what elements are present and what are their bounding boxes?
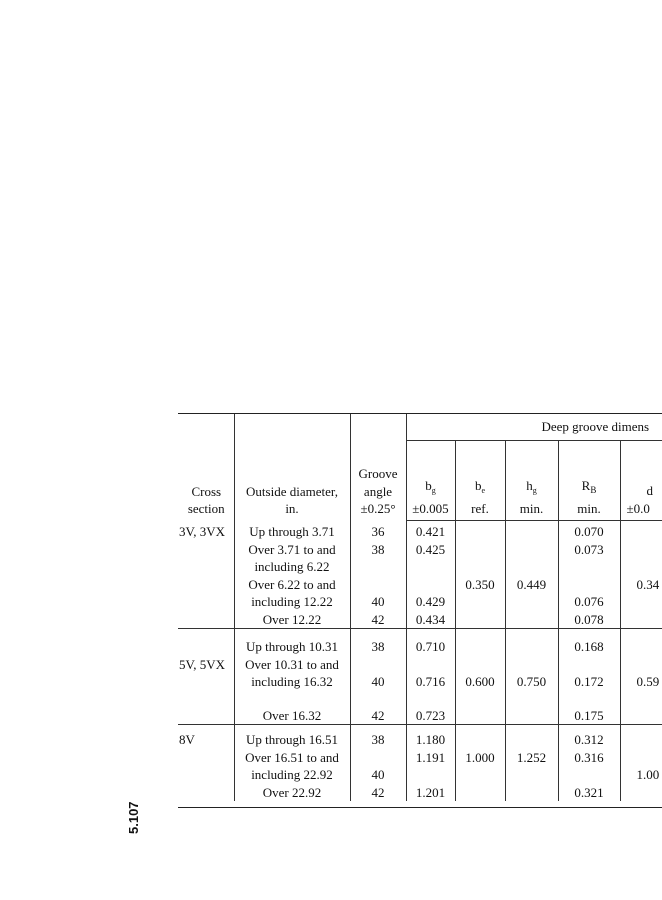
d-cell	[620, 541, 662, 559]
table-row	[178, 766, 662, 784]
be-cell	[455, 521, 505, 541]
be-cell	[455, 691, 505, 707]
hg-cell	[505, 691, 558, 707]
groove-angle-cell: 36	[350, 521, 406, 541]
bg-cell: 0.425	[406, 541, 455, 559]
cross-section-cell	[178, 673, 234, 691]
table-header	[178, 414, 662, 521]
hg-cell	[505, 593, 558, 611]
d-cell	[620, 593, 662, 611]
header-hg: $h_g$ min.	[505, 441, 558, 521]
be-cell	[455, 541, 505, 559]
be-cell	[455, 558, 505, 576]
groove-angle-cell: 42	[350, 784, 406, 802]
table-row	[178, 691, 662, 707]
table-row	[178, 593, 662, 611]
d-cell	[620, 656, 662, 674]
table-row	[178, 576, 662, 594]
hg-cell	[505, 656, 558, 674]
d-cell	[620, 707, 662, 725]
be-cell	[455, 784, 505, 802]
d-cell	[620, 629, 662, 656]
bg-cell	[406, 558, 455, 576]
groove-angle-cell: 40	[350, 673, 406, 691]
groove-angle-cell: 38	[350, 629, 406, 656]
outside-diameter-cell: Over 3.71 to and	[234, 541, 350, 559]
bg-cell: 0.723	[406, 707, 455, 725]
outside-diameter-cell: including 12.22	[234, 593, 350, 611]
bg-cell: 0.710	[406, 629, 455, 656]
rb-cell	[558, 691, 620, 707]
header-deep-groove-dimensions: Deep groove dimens	[406, 414, 662, 441]
cross-section-cell	[178, 784, 234, 802]
cross-section-cell	[178, 629, 234, 656]
table-row	[178, 673, 662, 691]
groove-angle-cell: 40	[350, 593, 406, 611]
header-bg: $b_g$ ±0.005	[406, 441, 455, 521]
cross-section-cell	[178, 749, 234, 767]
header-groove-angle: Groove angle ±0.25°	[350, 414, 406, 521]
hg-cell: 1.252	[505, 749, 558, 767]
d-cell	[620, 558, 662, 576]
bg-cell	[406, 656, 455, 674]
hg-cell	[505, 611, 558, 629]
table-bottom-rule	[178, 807, 662, 808]
rb-cell: 0.312	[558, 725, 620, 749]
bg-cell: 0.434	[406, 611, 455, 629]
d-cell: 0.59	[620, 673, 662, 691]
groove-angle-cell: 40	[350, 766, 406, 784]
groove-angle-cell	[350, 749, 406, 767]
rb-cell	[558, 766, 620, 784]
cross-section-cell	[178, 611, 234, 629]
table-body	[178, 521, 662, 802]
be-cell: 0.350	[455, 576, 505, 594]
bg-cell: 1.191	[406, 749, 455, 767]
groove-angle-cell: 38	[350, 541, 406, 559]
table-row	[178, 725, 662, 749]
be-cell	[455, 611, 505, 629]
bg-cell: 0.716	[406, 673, 455, 691]
hg-cell: 0.750	[505, 673, 558, 691]
outside-diameter-cell	[234, 691, 350, 707]
cross-section-cell	[178, 707, 234, 725]
table-row	[178, 629, 662, 656]
hg-cell	[505, 521, 558, 541]
hg-cell: 0.449	[505, 576, 558, 594]
d-cell: 0.34	[620, 576, 662, 594]
header-cross-section: Cross section	[178, 414, 234, 521]
rb-cell	[558, 656, 620, 674]
groove-dimensions-table-wrapper	[178, 413, 662, 809]
groove-angle-cell	[350, 691, 406, 707]
rb-cell	[558, 558, 620, 576]
hg-cell	[505, 725, 558, 749]
rb-cell	[558, 576, 620, 594]
table-row	[178, 558, 662, 576]
outside-diameter-cell: Over 16.32	[234, 707, 350, 725]
groove-angle-cell: 42	[350, 707, 406, 725]
cross-section-cell	[178, 541, 234, 559]
rb-cell: 0.172	[558, 673, 620, 691]
cross-section-cell	[178, 558, 234, 576]
cross-section-cell: 5V, 5VX	[179, 656, 225, 672]
header-d: d ±0.0	[620, 441, 662, 521]
table-row	[178, 749, 662, 767]
outside-diameter-cell: including 6.22	[234, 558, 350, 576]
d-cell: 1.00	[620, 766, 662, 784]
bg-cell: 0.429	[406, 593, 455, 611]
be-cell	[455, 766, 505, 784]
bg-cell: 1.180	[406, 725, 455, 749]
rb-cell: 0.076	[558, 593, 620, 611]
outside-diameter-cell: Over 12.22	[234, 611, 350, 629]
d-cell	[620, 725, 662, 749]
table-row	[178, 656, 662, 674]
cross-section-cell	[178, 593, 234, 611]
outside-diameter-cell: including 16.32	[234, 673, 350, 691]
outside-diameter-cell: Up through 3.71	[234, 521, 350, 541]
groove-angle-cell	[350, 656, 406, 674]
groove-dimensions-table	[178, 413, 662, 801]
outside-diameter-cell: Up through 16.51	[234, 725, 350, 749]
d-cell	[620, 749, 662, 767]
outside-diameter-cell: Over 16.51 to and	[234, 749, 350, 767]
table-row	[178, 784, 662, 802]
be-cell	[455, 707, 505, 725]
d-cell	[620, 611, 662, 629]
header-rb: $R_B$ min.	[558, 441, 620, 521]
table-row	[178, 541, 662, 559]
header-outside-diameter: Outside diameter, in.	[234, 414, 350, 521]
bg-cell	[406, 691, 455, 707]
outside-diameter-cell: Over 10.31 to and	[234, 656, 350, 674]
rb-cell: 0.078	[558, 611, 620, 629]
header-be: $b_e$ ref.	[455, 441, 505, 521]
groove-angle-cell	[350, 558, 406, 576]
table-row	[178, 707, 662, 725]
d-cell	[620, 691, 662, 707]
bg-cell	[406, 576, 455, 594]
hg-cell	[505, 558, 558, 576]
outside-diameter-cell: Over 6.22 to and	[234, 576, 350, 594]
table-row	[178, 521, 662, 541]
be-cell	[455, 656, 505, 674]
d-cell	[620, 784, 662, 802]
cross-section-cell	[178, 691, 234, 707]
be-cell: 1.000	[455, 749, 505, 767]
bg-cell	[406, 766, 455, 784]
cross-section-cell	[178, 576, 234, 594]
groove-angle-cell	[350, 576, 406, 594]
rb-cell: 0.073	[558, 541, 620, 559]
outside-diameter-cell: including 22.92	[234, 766, 350, 784]
cross-section-cell: 8V	[178, 725, 234, 749]
hg-cell	[505, 784, 558, 802]
hg-cell	[505, 629, 558, 656]
hg-cell	[505, 541, 558, 559]
cross-section-cell: 3V, 3VX	[179, 523, 225, 539]
groove-angle-cell: 42	[350, 611, 406, 629]
bg-cell: 0.421	[406, 521, 455, 541]
rb-cell: 0.316	[558, 749, 620, 767]
bg-cell: 1.201	[406, 784, 455, 802]
d-cell	[620, 521, 662, 541]
rb-cell: 0.070	[558, 521, 620, 541]
table-row	[178, 611, 662, 629]
groove-angle-cell: 38	[350, 725, 406, 749]
rb-cell: 0.168	[558, 629, 620, 656]
be-cell	[455, 629, 505, 656]
page-number: 5.107	[126, 801, 141, 835]
rb-cell: 0.321	[558, 784, 620, 802]
rb-cell: 0.175	[558, 707, 620, 725]
be-cell: 0.600	[455, 673, 505, 691]
be-cell	[455, 725, 505, 749]
hg-cell	[505, 766, 558, 784]
outside-diameter-cell: Up through 10.31	[234, 629, 350, 656]
be-cell	[455, 593, 505, 611]
outside-diameter-cell: Over 22.92	[234, 784, 350, 802]
cross-section-cell	[178, 766, 234, 784]
hg-cell	[505, 707, 558, 725]
